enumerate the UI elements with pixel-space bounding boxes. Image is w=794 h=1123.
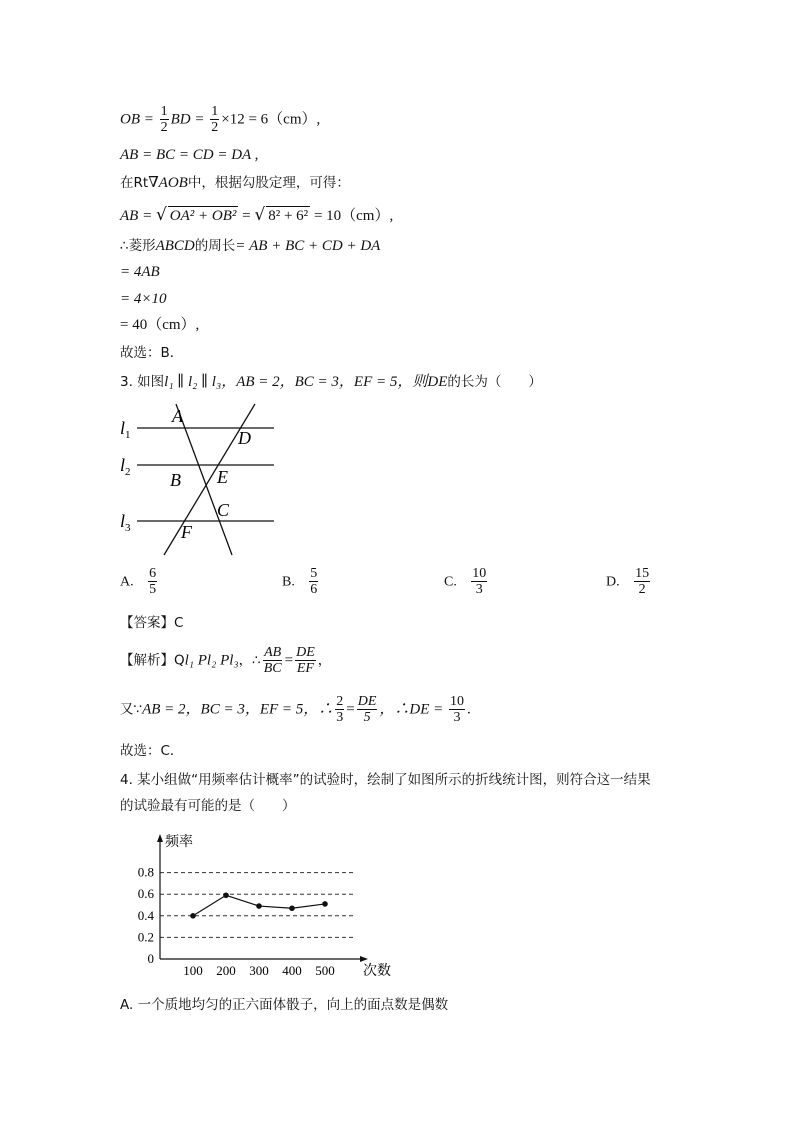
- sqrt-symbol: √: [155, 205, 167, 225]
- times12: ×12 = 6（cm）,: [221, 111, 321, 128]
- bd-term: BD =: [170, 111, 209, 128]
- point-a: A: [172, 406, 183, 426]
- half-fraction: $\frac{1}{2}$: [160, 104, 168, 135]
- point-d: D: [238, 428, 251, 448]
- y-axis-arrow: [157, 834, 163, 842]
- rt-line: 在Rt∇AOB中，根据勾股定理，可得：: [120, 175, 350, 191]
- x-axis-label: 次数: [363, 964, 391, 979]
- q4-option-a[interactable]: A. 一个质地均匀的正六面体骰子，向上的面点数是偶数: [120, 997, 449, 1013]
- point-c: C: [217, 500, 230, 520]
- choose-b: 故选：B．: [120, 345, 184, 361]
- y-tick-label: 0.6: [137, 886, 154, 902]
- y-tick-label: 0: [147, 951, 154, 966]
- data-point: [322, 901, 328, 907]
- data-point: [190, 913, 196, 919]
- x-tick-label: 100: [183, 963, 203, 978]
- x-axis-arrow: [360, 956, 368, 962]
- q3-option-d[interactable]: D. $\frac{15}{2}$: [606, 566, 650, 597]
- frequency-line-chart: [110, 828, 410, 980]
- q3-option-c[interactable]: C. $\frac{10}{3}$: [444, 566, 487, 597]
- step3: = 40（cm）,: [120, 317, 200, 333]
- calc-ob-line: [120, 104, 320, 135]
- y-tick-label: 0.8: [137, 864, 154, 880]
- sides-equal-line: AB = BC = CD = DA ,: [120, 147, 259, 163]
- y-axis-label: 频率: [165, 835, 193, 850]
- label-l2: $l_2$: [120, 455, 131, 478]
- half-fraction-2: $\frac{1}{2}$: [211, 104, 219, 135]
- q3-stem: 3. 如图l₁ ∥ l₂ ∥ l₃，AB = 2，BC = 3，EF = 5，则DE的长为（ ）: [120, 374, 542, 390]
- q4-stem-line1: 4. 某小组做“用频率估计概率”的试验时，绘制了如图所示的折线统计图，则符合这一结果: [120, 772, 651, 788]
- point-b: B: [170, 470, 181, 490]
- label-l3: $l_3$: [120, 511, 131, 534]
- perimeter-line: ∴菱形ABCD的周长= AB + BC + CD + DA: [120, 238, 381, 254]
- data-point: [256, 903, 262, 909]
- q3-analysis: 【解析】Ql₁ Pl₂ Pl₃，∴ $\frac{AB}{BC}$ = $\frac{DE}{EF}$ ，: [120, 645, 332, 676]
- x-tick-label: 400: [282, 963, 302, 978]
- x-tick-label: 200: [216, 963, 236, 978]
- choose-c: 故选：C．: [120, 743, 184, 759]
- point-e: E: [217, 467, 228, 487]
- step2: = 4×10: [120, 291, 167, 307]
- x-tick-label: 500: [315, 963, 335, 978]
- sqrt-symbol-2: √: [254, 205, 266, 225]
- q4-stem-line2: 的试验最有可能的是（ ）: [120, 798, 296, 814]
- ob-prefix: OB =: [120, 111, 158, 128]
- data-point: [223, 892, 229, 898]
- label-l1: $l_1$: [120, 418, 131, 441]
- q3-option-a[interactable]: A. $\frac{6}{5}$: [120, 566, 157, 597]
- q3-figure: [112, 398, 287, 560]
- y-tick-label: 0.4: [137, 907, 154, 923]
- y-tick-label: 0.2: [137, 929, 154, 945]
- q3-also: 又∵AB = 2，BC = 3，EF = 5，∴ $\frac{2}{3}$ = $\frac{DE}{5}$ ，∴DE = $\frac{10}{3}$ .: [120, 694, 471, 725]
- q3-option-b[interactable]: B. $\frac{5}{6}$: [282, 566, 318, 597]
- step1: = 4AB: [120, 264, 160, 280]
- data-point: [289, 905, 295, 911]
- point-f: F: [181, 522, 192, 542]
- ab-pythagoras-line: AB = √ OA² + OB² = √ 8² + 6² = 10（cm）,: [120, 205, 394, 225]
- x-tick-label: 300: [249, 963, 269, 978]
- q3-answer: 【答案】C: [120, 615, 184, 631]
